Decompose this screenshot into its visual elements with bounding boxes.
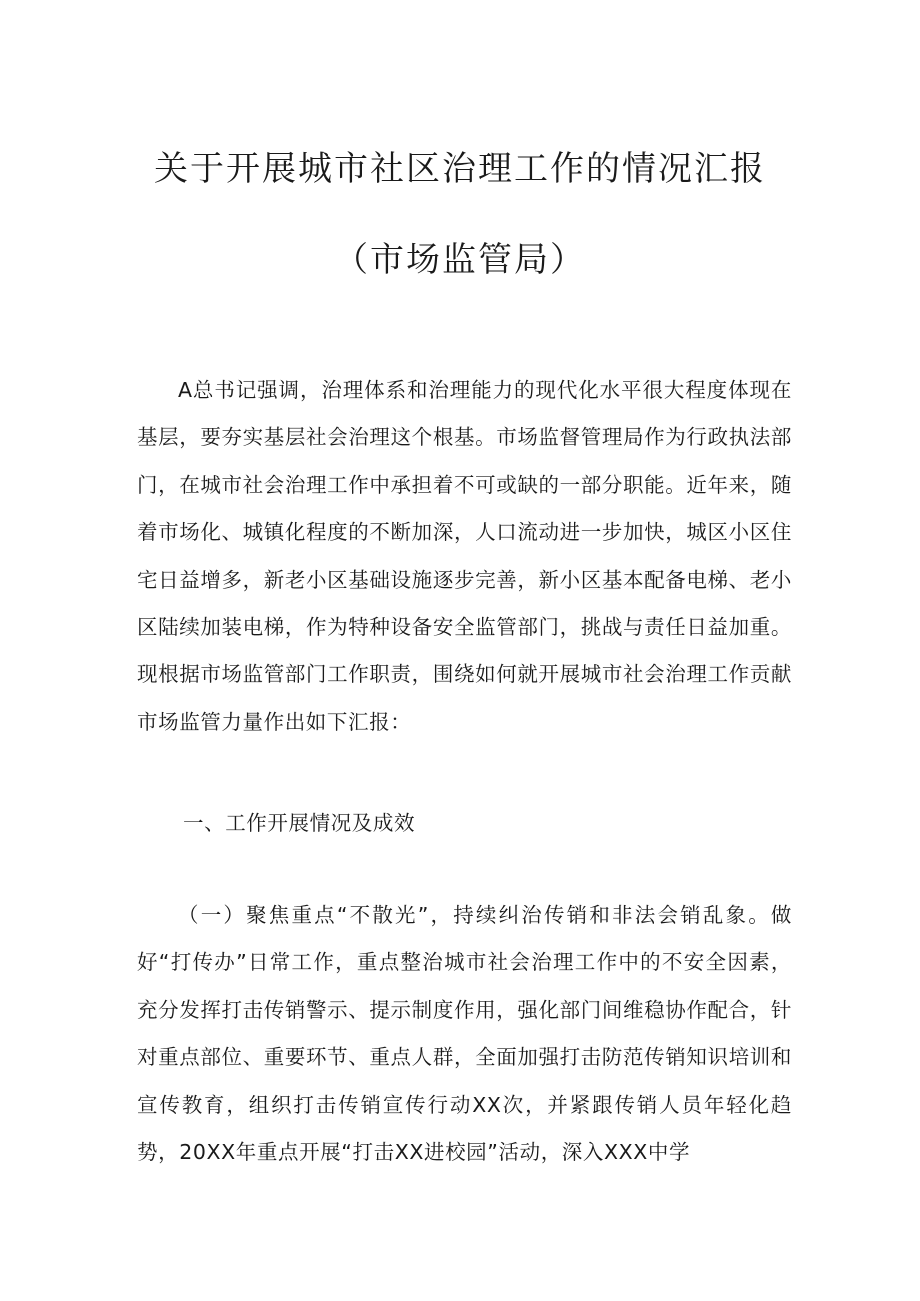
document-subtitle: （市场监管局）	[334, 240, 586, 280]
section-paragraph: （一）聚焦重点“不散光”，持续纠治传销和非法会销乱象。做好“打传办”日常工作，重点整治城市社会治理工作中的不安全因素，充分发挥打击传销警示、提示制度作用，强化部门间维稳协作配合，针对重点部位、重要环节、重点人群，全面加强打击防范传销知识培训和宣传教育，组织打击传销宣传行动XX次，并紧跟传销人员年轻化趋势，20XX年重点开展“打击XX进校园”活动，深入XXX中学	[137, 903, 792, 1165]
intro-paragraph: A总书记强调，治理体系和治理能力的现代化水平很大程度体现在基层，要夯实基层社会治理这个根基。市场监督管理局作为行政执法部门，在城市社会治理工作中承担着不可或缺的一部分职能。近年来，随着市场化、城镇化程度的不断加深，人口流动进一步加快，城区小区住宅日益增多，新老小区基础设施逐步完善，新小区基本配备电梯、老小区陆续加装电梯，作为特种设备安全监管部门，挑战与责任日益加重。现根据市场监管部门工作职责，围绕如何就开展城市社会治理工作贡献市场监管力量作出如下汇报：	[137, 378, 792, 734]
document-title: 关于开展城市社区治理工作的情况汇报	[154, 149, 766, 189]
section-heading: 一、工作开展情况及成效	[183, 811, 416, 835]
